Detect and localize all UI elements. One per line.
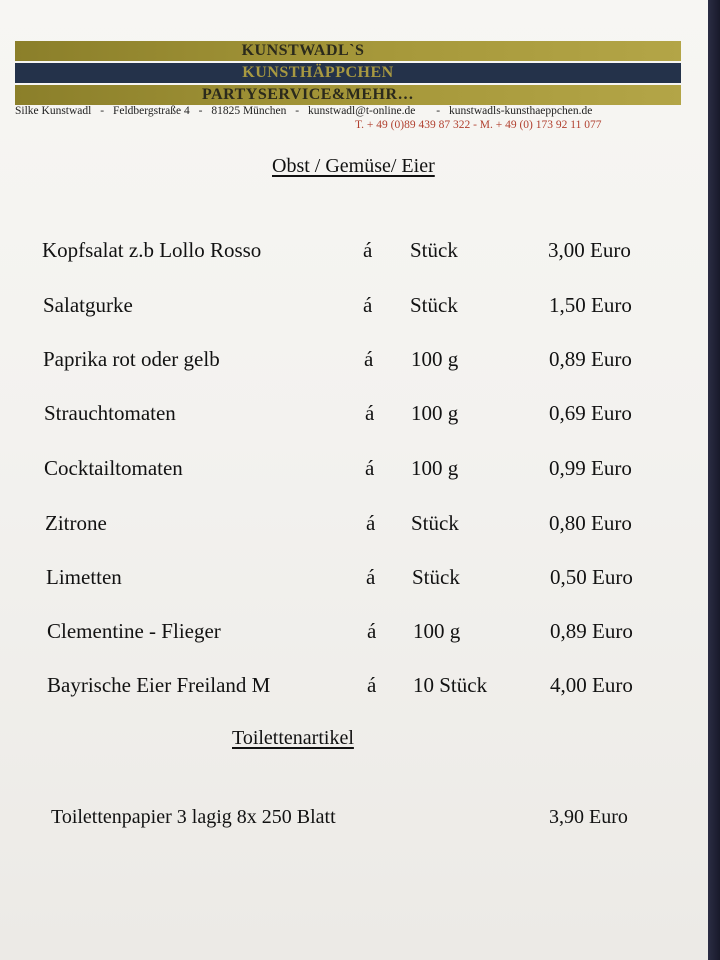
background-edge bbox=[708, 0, 720, 960]
item-price: 0,89 Euro bbox=[550, 619, 633, 643]
contact-name: Silke Kunstwadl bbox=[15, 105, 92, 117]
item-name: Paprika rot oder gelb bbox=[43, 347, 220, 371]
item-unit: Stück bbox=[412, 565, 460, 589]
letterhead-line-1: KUNSTWADL`S bbox=[241, 42, 365, 59]
contact-separator: - bbox=[295, 105, 300, 117]
item-price: 0,99 Euro bbox=[549, 456, 632, 480]
item-name: Clementine - Flieger bbox=[47, 619, 221, 643]
item-price: 1,50 Euro bbox=[549, 293, 632, 317]
item-unit: 100 g bbox=[413, 619, 461, 643]
per-symbol: á bbox=[367, 619, 377, 643]
item-name: Zitrone bbox=[45, 511, 107, 535]
per-symbol: á bbox=[366, 565, 376, 589]
item-name: Limetten bbox=[46, 565, 122, 589]
item-name: Cocktailtomaten bbox=[44, 456, 183, 480]
item-name: Bayrische Eier Freiland M bbox=[47, 673, 271, 697]
contact-email: kunstwadl@t-online.de bbox=[307, 105, 416, 117]
contact-separator: - bbox=[100, 105, 105, 117]
section-heading-produce: Obst / Gemüse/ Eier bbox=[272, 155, 435, 177]
per-symbol: á bbox=[367, 673, 377, 697]
item-unit: Stück bbox=[411, 511, 459, 535]
item-name: Strauchtomaten bbox=[44, 401, 176, 425]
section-heading-toiletries: Toilettenartikel bbox=[232, 727, 354, 749]
letterhead-bar-bottom bbox=[15, 85, 681, 105]
contact-city: 81825 München bbox=[211, 105, 287, 117]
item-unit: 100 g bbox=[411, 401, 459, 425]
item-name: Kopfsalat z.b Lollo Rosso bbox=[42, 238, 262, 262]
contact-separator: - bbox=[436, 105, 441, 117]
item-price: 0,69 Euro bbox=[549, 401, 632, 425]
item-name: Salatgurke bbox=[43, 293, 133, 317]
item-price: 0,89 Euro bbox=[549, 347, 632, 371]
per-symbol: á bbox=[365, 401, 375, 425]
per-symbol: á bbox=[363, 293, 373, 317]
contact-street: Feldbergstraße 4 bbox=[112, 105, 190, 117]
item-price: 3,90 Euro bbox=[549, 806, 628, 828]
contact-line bbox=[15, 105, 705, 117]
per-symbol: á bbox=[366, 511, 376, 535]
item-price: 3,00 Euro bbox=[548, 238, 631, 262]
item-unit: Stück bbox=[410, 238, 458, 262]
letterhead-line-2: KUNSTHÄPPCHEN bbox=[242, 64, 394, 81]
letterhead-bar-middle bbox=[15, 63, 681, 83]
item-unit: 100 g bbox=[411, 456, 459, 480]
per-symbol: á bbox=[365, 456, 375, 480]
item-price: 4,00 Euro bbox=[550, 673, 633, 697]
letterhead-line-3: PARTYSERVICE&MEHR… bbox=[201, 86, 415, 103]
per-symbol: á bbox=[364, 347, 374, 371]
item-unit: 100 g bbox=[411, 347, 459, 371]
contact-phones: T. + 49 (0)89 439 87 322 - M. + 49 (0) 173 92 11 077 bbox=[355, 119, 602, 131]
item-unit: Stück bbox=[410, 293, 458, 317]
item-price: 0,80 Euro bbox=[549, 511, 632, 535]
item-name: Toilettenpapier 3 lagig 8x 250 Blatt bbox=[51, 806, 336, 828]
contact-website: kunstwadls-kunsthaeppchen.de bbox=[448, 105, 593, 117]
item-price: 0,50 Euro bbox=[550, 565, 633, 589]
letterhead-bar-top bbox=[15, 41, 681, 61]
contact-separator: - bbox=[198, 105, 203, 117]
item-unit: 10 Stück bbox=[413, 673, 488, 697]
per-symbol: á bbox=[363, 238, 373, 262]
